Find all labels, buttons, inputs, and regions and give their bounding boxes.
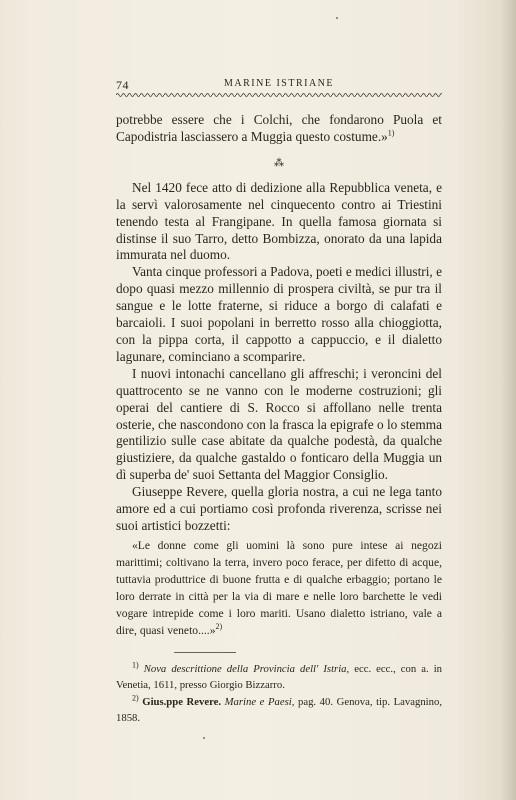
page-number: 74 xyxy=(116,78,129,92)
footnote-ref: 1) xyxy=(387,128,395,138)
footnote-rule xyxy=(174,652,236,653)
footnote-title: Marine e Paesi, xyxy=(224,695,295,708)
paper-speck xyxy=(203,737,205,739)
footnote-author: Gius.ppe Revere. xyxy=(142,695,222,708)
wavy-rule xyxy=(116,91,442,99)
paragraph: I nuovi intonachi cancellano gli affreschi; i veroncini del quattrocento se ne vanno con le moderne costruzioni; gli operai del cantiere di S. Rocco si affollano nelle trenta osterie, che nascondono con la frasca la epigrafe o lo stemma gentilizio sulle case abitate da qualche podestà, da qualche giustiziere, da qualche gastaldo o fonticaro della Muggia un dì superba de' suoi Settanta del Maggior Consiglio. xyxy=(116,365,443,483)
paragraph: Giuseppe Revere, quella gloria nostra, a cui ne lega tanto amore ed a cui portiamo così profonda riverenza, scrisse nei suoi artistici bozzetti: xyxy=(116,484,442,533)
body-text xyxy=(116,112,442,726)
running-title: MARINE ISTRIANE xyxy=(224,78,334,89)
footnote-ref: 2) xyxy=(215,621,223,631)
paragraph: Nel 1420 fece atto di dedizione alla Repubblica veneta, e la servì valorosamente nel cinquecento contro ai Triestini tenendo testa al Frangipane. In quella famosa giornata si distinse il suo Tarro, detto Bombizza, onorato da una lapida immurata nel duomo. xyxy=(116,179,442,263)
footnote-title: Nova descrittione della Provincia dell' Istria, xyxy=(143,662,350,675)
block-quote: «Le donne come gli uomini là sono pure intese ai negozi marittimi; coltivano la terra, invero poco ferace, per difetto di acque, tuttavia produttrice di buone frutta e di qualche erbaggio; portano le loro derrate in città per la via di mare e nelle loro barchette le vedi vogare intrepide come i loro mariti. Usano dialetto istriano, vale a dire, quasi veneto....»$^{2)}$ xyxy=(116,538,442,637)
footnote-1: $^{1)}$ Nova descrittione della Provincia dell' Istria, ecc. ecc., con a. in Venetia, 1611, presso Giorgio Bizzarro. xyxy=(116,660,443,692)
paragraph: potrebbe essere che i Colchi, che fondarono Puola et Capodistria lasciassero a Muggia questo costume.»$^{1)}$ xyxy=(116,112,442,144)
footnote-2: $^{2)}$ Gius.ppe Revere. Marine e Paesi, pag. 40. Genova, tip. Lavagnino, 1858. xyxy=(116,693,442,725)
running-header xyxy=(116,74,442,100)
paragraph: Vanta cinque professori a Padova, poeti e medici illustri, e dopo quasi mezzo millennio di prospera civiltà, se pur tra il sangue e le lotte fraterne, si riduce a borgo di calafati e barcaioli. I suoi popolani in berretto rosso alla chioggiotta, con la pippa corta, il cappotto a cappuccio, e il dialetto lagunare, cominciano a scomparire. xyxy=(116,264,442,364)
paper-speck xyxy=(336,17,338,19)
asterism: ⁂ xyxy=(274,157,284,169)
